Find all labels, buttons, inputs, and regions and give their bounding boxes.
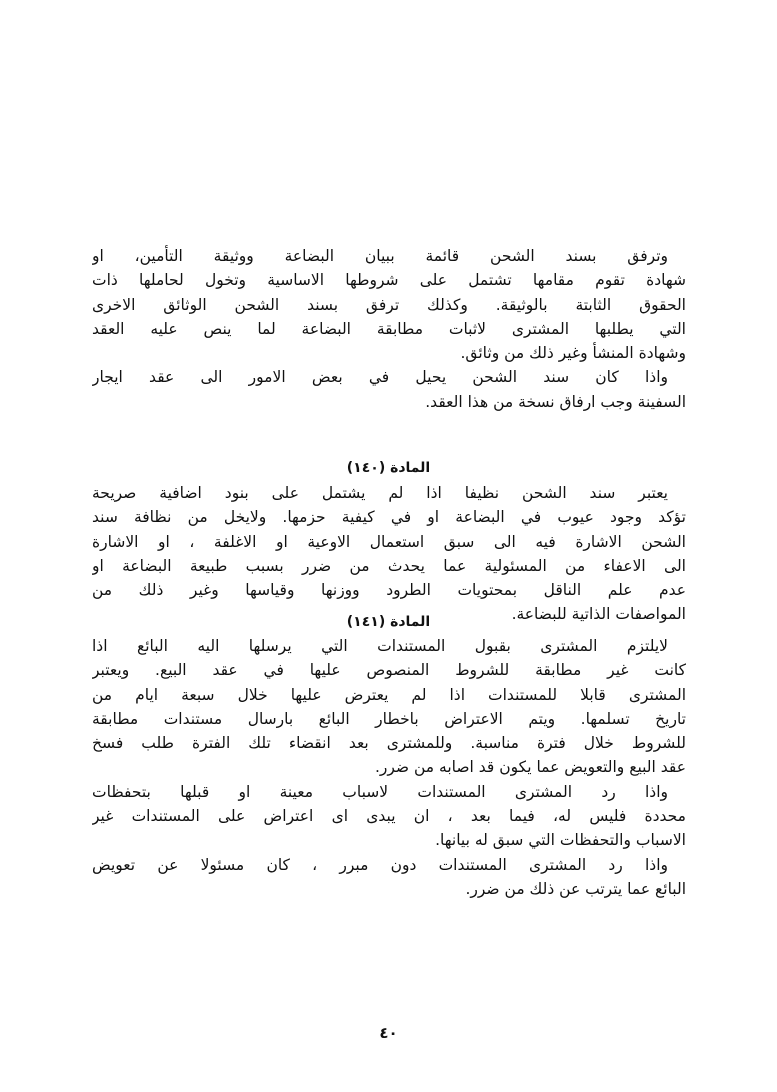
article-140-heading: المادة (١٤٠) [346, 460, 431, 476]
section-1-line-7: السفينة وجب ارفاق نسخة من هذا العقد. [425, 392, 686, 411]
article-140-line-3: الشحن الاشارة فيه الى سبق استعمال الاوعية او الاغلفة ، او الاشارة [92, 532, 686, 551]
section-1-line-3: الحقوق الثابتة بالوثيقة. وكذلك ترفق بسند الشحن الوثائق الاخرى [92, 295, 686, 314]
section-1-paragraph [92, 244, 686, 414]
article-140-line-4: الى الاعفاء من المسئولية عما يحدث من ضرر بسبب طبيعة البضاعة او [92, 556, 686, 575]
article-141-line-1: لايلتزم المشترى بقبول المستندات التي يرسلها اليه البائع اذا [92, 637, 668, 655]
section-1-line-4: التي يطلبها المشترى لاثبات مطابقة البضاعة لما ينص عليه العقد [92, 319, 686, 338]
article-141-line-9: الاسباب والتحفظات التي سبق له بيانها. [435, 831, 686, 850]
article-141-line-6: عقد البيع والتعويض عما يكون قد اصابه من ضرر. [374, 758, 686, 777]
section-1-line-2: شهادة تقوم مقامها تشتمل على شروطها الاساسية وتخول لحاملها ذات [92, 271, 686, 290]
section-1-line-1: وترفق بسند الشحن قائمة ببيان البضاعة ووثيقة التأمين، او [92, 247, 668, 265]
article-140-line-6: المواصفات الذاتية للبضاعة. [511, 605, 686, 624]
section-1-line-6: واذا كان سند الشحن يحيل في بعض الامور الى عقد ايجار [92, 368, 668, 387]
article-141-line-8: محددة فليس له، فيما بعد ، ان يبدى اى اعتراض على المستندات غير [92, 807, 686, 826]
article-140-line-5: عدم علم الناقل بمحتويات الطرود ووزنها وقياسها وغير ذلك من [92, 581, 686, 600]
article-141-line-5: للشروط خلال فترة مناسبة. وللمشترى بعد انقضاء تلك الفترة طلب فسخ [92, 734, 686, 753]
article-141-line-10: واذا رد المشترى المستندات دون مبرر ، كان مسئولا عن تعويض [92, 855, 668, 874]
article-141-line-11: البائع عما يترتب عن ذلك من ضرر. [465, 879, 686, 898]
article-141-paragraph [92, 634, 686, 901]
page-number: ٤٠ [379, 1024, 398, 1042]
article-140-paragraph [92, 481, 686, 627]
article-141-heading: المادة (١٤١) [346, 614, 431, 630]
article-140-line-1: يعتبر سند الشحن نظيفا اذا لم يشتمل على بنود اضافية صريحة [92, 484, 668, 502]
article-141-line-4: تاريخ تسلمها. ويتم الاعتراض باخطار البائع بارسال مستندات مطابقة [92, 709, 686, 728]
article-141-line-7: واذا رد المشترى المستندات لاسباب معينة او قبلها بتحفظات [92, 782, 668, 801]
section-1-line-5: وشهادة المنشأ وغير ذلك من وثائق. [460, 344, 686, 363]
article-140-line-2: تؤكد وجود عيوب في البضاعة او في كيفية حزمها. ولايخل من نظافة سند [92, 508, 686, 527]
article-141-line-3: المشترى قابلا للمستندات اذا لم يعترض عليها خلال سبعة ايام من [92, 685, 686, 704]
article-141-line-2: كانت غير مطابقة للشروط المنصوص عليها في عقد البيع. ويعتبر [92, 661, 686, 680]
